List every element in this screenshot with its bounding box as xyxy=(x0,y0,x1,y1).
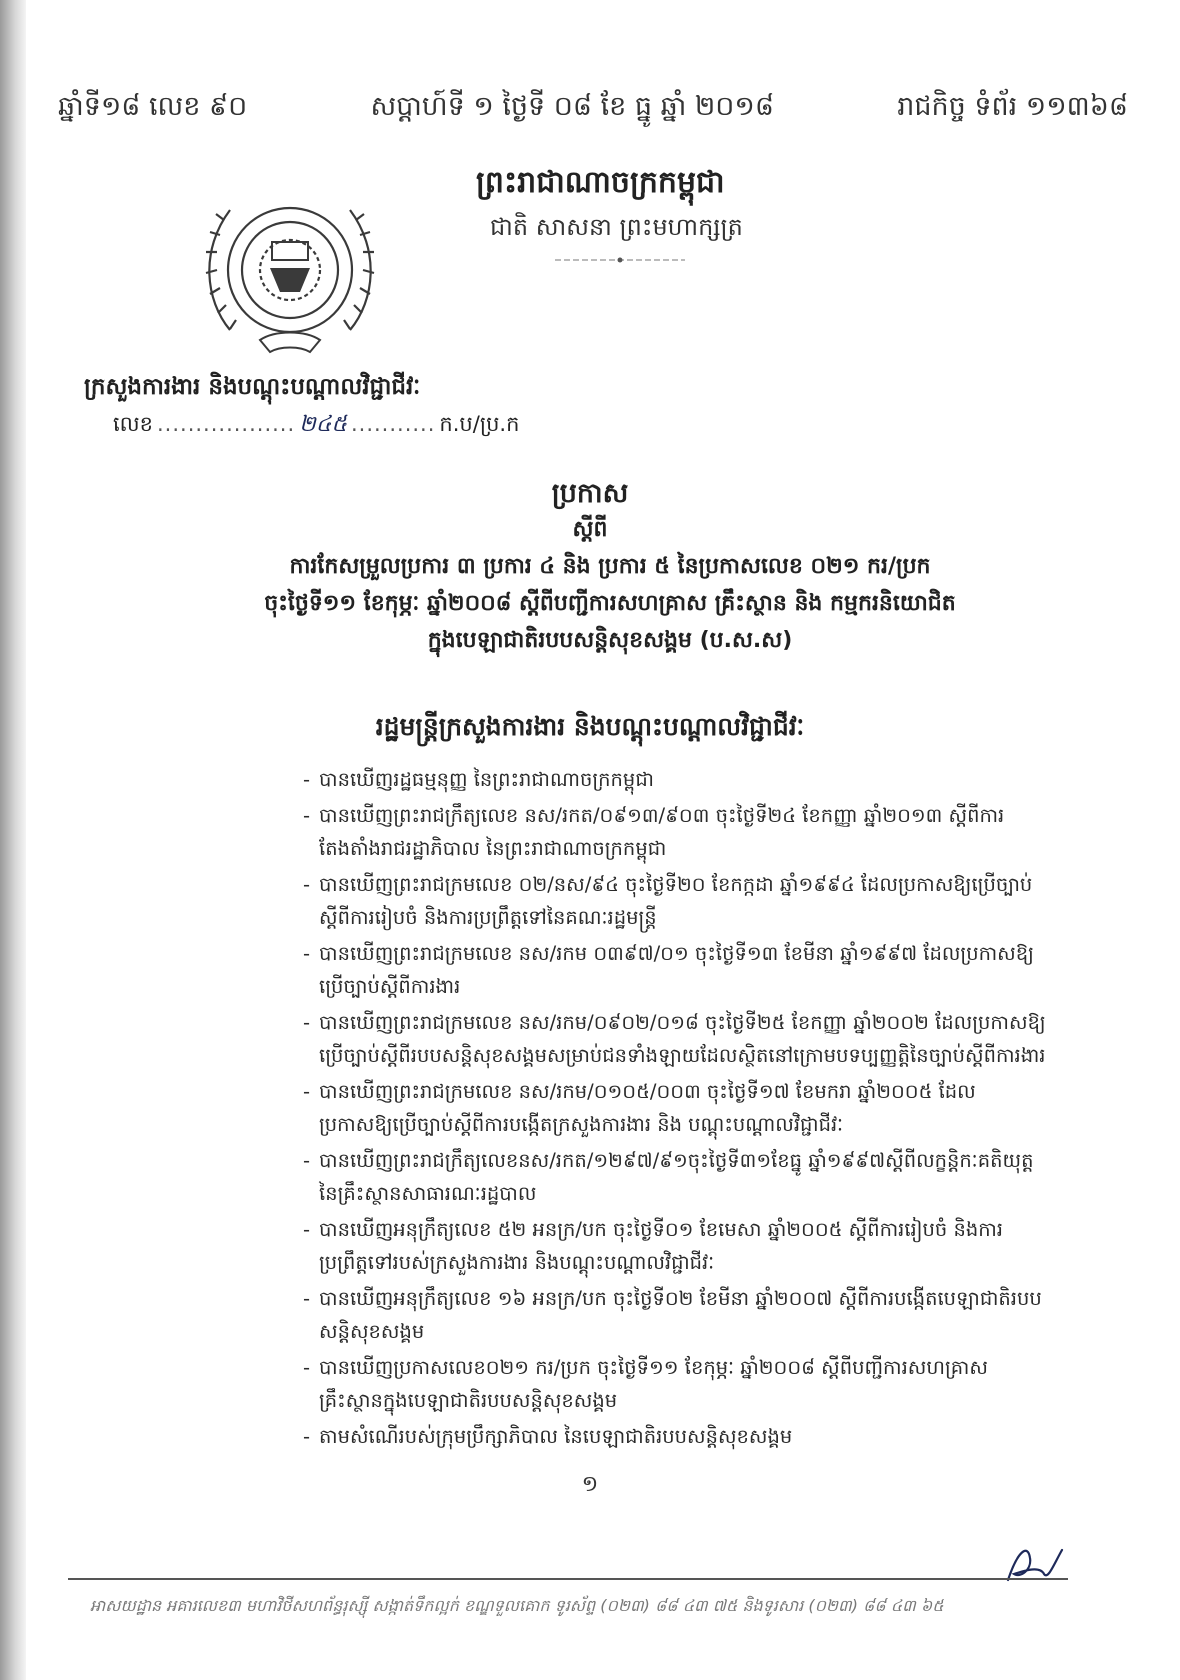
consideration-item: - បានឃើញអនុក្រឹត្យលេខ ១៦ អនក្រ/បក ចុះថ្ងៃទី០២ ខែមីនា ឆ្នាំ២០០៧ ស្តីពីការបង្កើតបេឡាជាតិរបបសន្តិសុខសង្គម xyxy=(303,1282,1048,1348)
gazette-week-date: សប្តាហ៍ទី ១ ថ្ងៃទី ០៨ ខែ ធ្នូ ឆ្នាំ ២០១៨ xyxy=(370,91,774,122)
consideration-item: - បានឃើញព្រះរាជក្រមលេខ នស/រកម/០៩០២/០១៨ ចុះថ្ងៃទី២៥ ខែកញ្ញា ឆ្នាំ២០០២ ដែលប្រកាសឱ្យប្រើច្បាប់ស្តីពីរបបសន្តិសុខសង្គមសម្រាប់ជនទាំងឡាយដែលស្ថិតនៅក្រោមបទប្បញ្ញត្តិនៃច្បាប់ស្តីពីការងារ xyxy=(303,1006,1048,1072)
document-about: ស្តីពី xyxy=(572,517,608,542)
issuing-ministry: ក្រសួងការងារ និងបណ្តុះបណ្តាលវិជ្ជាជីវៈ xyxy=(84,374,421,400)
gazette-page-ref: រាជកិច្ច ទំព័រ ១១៣៦៨ xyxy=(897,91,1128,122)
page-number: ១ xyxy=(581,1472,599,1497)
footer-address: អាសយដ្ឋាន អគារលេខ៣ មហាវិថីសហព័ន្ធរុស្ស៊ី សង្កាត់ទឹកល្អក់ ខណ្ឌទួលគោក ទូរស័ព្ទ (០២៣) ៨៨ ៤៣ ៧៥ និងទូរសារ (០២៣) ៨៨ ៤៣ ៦៥ xyxy=(90,1596,944,1615)
reference-dots: .................. xyxy=(157,412,296,436)
subject-line: ការកែសម្រួលប្រការ ៣ ប្រការ ៤ និង ប្រការ ៥ នៃប្រកាសលេខ ០២១ ករ/ប្រក xyxy=(289,554,931,579)
consideration-item: - បានឃើញព្រះរាជក្រមលេខ នស/រកម ០៣៩៧/០១ ចុះថ្ងៃទី១៣ ខែមីនា ឆ្នាំ១៩៩៧ ដែលប្រកាសឱ្យប្រើច្បាប់ស្តីពីការងារ xyxy=(303,937,1048,1003)
consideration-item: - បានឃើញរដ្ឋធម្មនុញ្ញ នៃព្រះរាជាណាចក្រកម្ពុជា xyxy=(303,763,1048,796)
document-type: ប្រកាស xyxy=(551,478,629,509)
ministry-seal-icon xyxy=(200,180,380,365)
consideration-item: - បានឃើញអនុក្រឹត្យលេខ ៥២ អនក្រ/បក ចុះថ្ងៃទី០១ ខែមេសា ឆ្នាំ២០០៥ ស្តីពីការរៀបចំ និងការប្រព្រឹត្តទៅរបស់ក្រសួងការងារ និងបណ្តុះបណ្តាលវិជ្ជាជីវៈ xyxy=(303,1213,1048,1279)
initials-signature-icon xyxy=(1000,1540,1070,1590)
consideration-item: - បានឃើញព្រះរាជក្រមលេខ ០២/នស/៩៤ ចុះថ្ងៃទី២០ ខែកក្កដា ឆ្នាំ១៩៩៤ ដែលប្រកាសឱ្យប្រើច្បាប់ស្តីពីការរៀបចំ និងការប្រព្រឹត្តទៅនៃគណៈរដ្ឋមន្ត្រី xyxy=(303,868,1048,934)
reference-number-line xyxy=(113,410,519,442)
consideration-item: - បានឃើញព្រះរាជក្រឹត្យលេខនស/រកត/១២៩៧/៩១ចុះថ្ងៃទី៣១ខែធ្នូ ឆ្នាំ១៩៩៧ស្តីពីលក្ខន្តិកៈគតិយុត្តនៃគ្រឹះស្ថានសាធារណៈរដ្ឋបាល xyxy=(303,1144,1048,1210)
reference-number: ២៤៥ xyxy=(299,412,347,437)
minister-heading: រដ្ឋមន្ត្រីក្រសួងការងារ និងបណ្តុះបណ្តាលវិជ្ជាជីវៈ xyxy=(375,712,805,741)
subject-line: ក្នុងបេឡាជាតិរបបសន្តិសុខសង្គម (ប.ស.ស) xyxy=(427,628,793,653)
kingdom-title: ព្រះរាជាណាចក្រកម្ពុជា xyxy=(476,165,725,200)
consideration-item: - តាមសំណើរបស់ក្រុមប្រឹក្សាភិបាល នៃបេឡាជាតិរបបសន្តិសុខសង្គម xyxy=(303,1420,1048,1453)
reference-label: លេខ xyxy=(113,412,153,436)
reference-dots-2: ........... xyxy=(350,412,436,436)
footer-divider xyxy=(68,1578,1068,1580)
national-motto: ជាតិ សាសនា ព្រះមហាក្សត្រ xyxy=(490,213,743,241)
gazette-header xyxy=(58,90,1128,129)
consideration-item: - បានឃើញព្រះរាជក្រឹត្យលេខ នស/រកត/០៩១៣/៩០៣ ចុះថ្ងៃទី២៤ ខែកញ្ញា ឆ្នាំ២០១៣ ស្តីពីការតែងតាំងរាជរដ្ឋាភិបាល នៃព្រះរាជាណាចក្រកម្ពុជា xyxy=(303,799,1048,865)
consideration-item: - បានឃើញប្រកាសលេខ០២១ ករ/ប្រក ចុះថ្ងៃទី១១ ខែកុម្ភៈ ឆ្នាំ២០០៨ ស្តីពីបញ្ជីការសហគ្រាស គ្រឹះស្ថានក្នុងបេឡាជាតិរបបសន្តិសុខសង្គម xyxy=(303,1351,1048,1417)
subject-line: ចុះថ្ងៃទី១១ ខែកុម្ភៈ ឆ្នាំ២០០៨ ស្តីពីបញ្ជីការសហគ្រាស គ្រឹះស្ថាន និង កម្មករនិយោជិត xyxy=(264,591,956,616)
consideration-item: - បានឃើញព្រះរាជក្រមលេខ នស/រកម/០១០៥/០០៣ ចុះថ្ងៃទី១៧ ខែមករា ឆ្នាំ២០០៥ ដែលប្រកាសឱ្យប្រើច្បាប់ស្តីពីការបង្កើតក្រសួងការងារ និង បណ្តុះបណ្តាលវិជ្ជាជីវៈ xyxy=(303,1075,1048,1141)
ornamental-divider xyxy=(555,255,685,265)
reference-suffix: ក.ប/ប្រ.ក xyxy=(439,412,520,436)
considerations-list xyxy=(303,763,1048,1456)
document-subject xyxy=(180,548,1040,659)
gazette-year-issue: ឆ្នាំទី១៨ លេខ ៩០ xyxy=(58,91,248,122)
